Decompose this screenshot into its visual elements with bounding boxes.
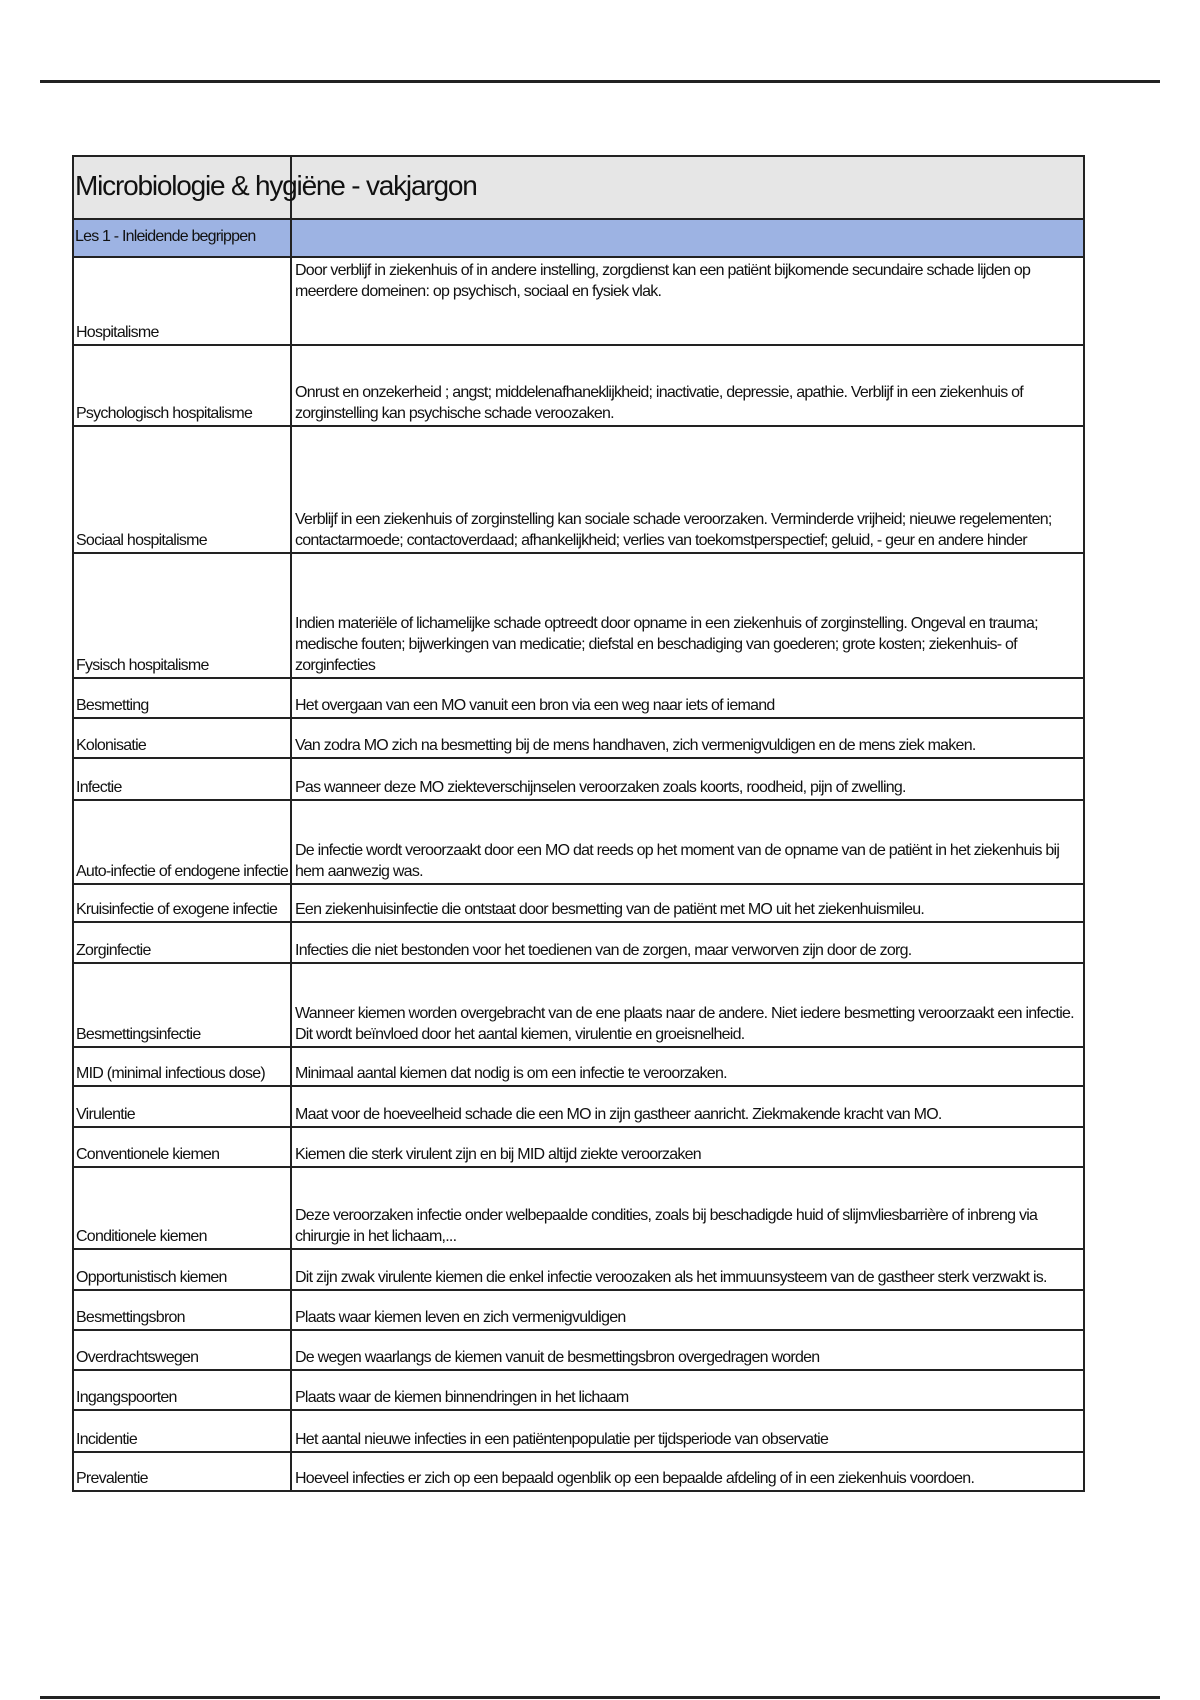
term-cell: Ingangspoorten [74,1370,291,1410]
table-row [74,1452,1083,1490]
section-header-row [74,220,1083,258]
terms-table [74,258,1083,1490]
definition-cell: Dit zijn zwak virulente kiemen die enkel infectie veroozaken als het immuunsysteem van de gastheer sterk verzwakt is. [291,1249,1083,1290]
page-bottom-rule [40,1696,1160,1699]
definition-cell: Indien materiële of lichamelijke schade optreedt door opname in een ziekenhuis of zorginstelling. Ongeval en trauma; medische fouten; bijwerkingen van medicatie; diefstal en beschadiging van goederen; grote kosten; ziekenhuis- of zorginfecties [291,553,1083,678]
definition-cell: Plaats waar kiemen leven en zich vermenigvuldigen [291,1290,1083,1330]
table-row [74,426,1083,553]
page-top-rule [40,80,1160,83]
definition-cell: Infecties die niet bestonden voor het toedienen van de zorgen, maar verworven zijn door de zorg. [291,922,1083,963]
table-row [74,884,1083,922]
term-cell: Besmettingsbron [74,1290,291,1330]
definition-cell: Onrust en onzekerheid ; angst; middelenafhaneklijkheid; inactivatie, depressie, apathie. Verblijf in een ziekenhuis of zorginstelling kan psychische schade veroozaken. [291,345,1083,426]
table-row [74,1290,1083,1330]
table-row [74,800,1083,884]
table-row [74,922,1083,963]
definition-cell: Het overgaan van een MO vanuit een bron via een weg naar iets of iemand [291,678,1083,718]
definition-cell: Kiemen die sterk virulent zijn en bij MID altijd ziekte veroorzaken [291,1127,1083,1167]
definition-cell: Hoeveel infecties er zich op een bepaald ogenblik op een bepaalde afdeling of in een ziekenhuis voordoen. [291,1452,1083,1490]
table-row [74,1410,1083,1452]
definition-cell: Door verblijf in ziekenhuis of in andere instelling, zorgdienst kan een patiënt bijkomende secundaire schade lijden op meerdere domeinen: op psychisch, sociaal en fysiek vlak. [295,262,1031,300]
term-cell: Prevalentie [74,1452,291,1490]
section-title: Les 1 - Inleidende begrippen [75,228,256,245]
table-row [74,963,1083,1047]
table-row [74,1167,1083,1249]
term-cell: Sociaal hospitalisme [74,426,291,553]
term-cell: Kruisinfectie of exogene infectie [74,884,291,922]
table-row [74,1086,1083,1127]
table-row [74,258,1083,345]
term-cell: Infectie [74,758,291,800]
definition-cell: De wegen waarlangs de kiemen vanuit de besmettingsbron overgedragen worden [291,1330,1083,1370]
definition-cell: Maat voor de hoeveelheid schade die een MO in zijn gastheer aanricht. Ziekmakende kracht van MO. [291,1086,1083,1127]
table-row [74,345,1083,426]
definition-cell: Deze veroorzaken infectie onder welbepaalde condities, zoals bij beschadigde huid of slijmvliesbarrière of inbreng via chirurgie in het lichaam,... [291,1167,1083,1249]
table-row [74,1370,1083,1410]
definition-cell: Minimaal aantal kiemen dat nodig is om een infectie te veroorzaken. [291,1047,1083,1086]
term-cell: Conventionele kiemen [74,1127,291,1167]
term-cell: Opportunistisch kiemen [74,1249,291,1290]
term-cell: Zorginfectie [74,922,291,963]
term-cell: Psychologisch hospitalisme [74,345,291,426]
table-row [74,1249,1083,1290]
table-row [74,553,1083,678]
definition-cell: Het aantal nieuwe infecties in een patiëntenpopulatie per tijdsperiode van observatie [291,1410,1083,1452]
definition-cell: Een ziekenhuisinfectie die ontstaat door besmetting van de patiënt met MO uit het ziekenhuismileu. [291,884,1083,922]
definition-cell: Wanneer kiemen worden overgebracht van de ene plaats naar de andere. Niet iedere besmetting veroorzaakt een infectie. Dit wordt beïnvloed door het aantal kiemen, virulentie en groeisnelheid. [291,963,1083,1047]
table-row [74,1047,1083,1086]
table-row [74,678,1083,718]
term-cell: Besmettingsinfectie [74,963,291,1047]
sheet-title-row [74,157,1083,220]
definition-cell: De infectie wordt veroorzaakt door een MO dat reeds op het moment van de opname van de patiënt in het ziekenhuis bij hem aanwezig was. [291,800,1083,884]
term-cell: Fysisch hospitalisme [74,553,291,678]
term-cell: Incidentie [74,1410,291,1452]
definition-cell: Plaats waar de kiemen binnendringen in het lichaam [291,1370,1083,1410]
table-row [74,1127,1083,1167]
table-row [74,718,1083,758]
table-row [74,1330,1083,1370]
term-cell: MID (minimal infectious dose) [74,1047,291,1086]
vocabulary-sheet [72,155,1085,1492]
term-cell: Virulentie [74,1086,291,1127]
definition-cell: Verblijf in een ziekenhuis of zorginstelling kan sociale schade veroorzaken. Verminderde vrijheid; nieuwe regelementen; contactarmoede; contactoverdaad; afhankelijkheid; verlies van toekomstperspectief; geluid, - geur en andere hinder [291,426,1083,553]
definition-cell: Pas wanneer deze MO ziekteverschijnselen veroorzaken zoals koorts, roodheid, pijn of zwelling. [291,758,1083,800]
term-cell: Kolonisatie [74,718,291,758]
term-cell: Auto-infectie of endogene infectie [74,800,291,884]
sheet-title: Microbiologie & hygiëne - vakjargon [75,170,477,201]
term-cell: Hospitalisme [74,258,291,345]
term-cell: Besmetting [74,678,291,718]
term-cell: Conditionele kiemen [74,1167,291,1249]
definition-cell: Van zodra MO zich na besmetting bij de mens handhaven, zich vermenigvuldigen en de mens ziek maken. [291,718,1083,758]
term-cell: Overdrachtswegen [74,1330,291,1370]
table-row [74,758,1083,800]
